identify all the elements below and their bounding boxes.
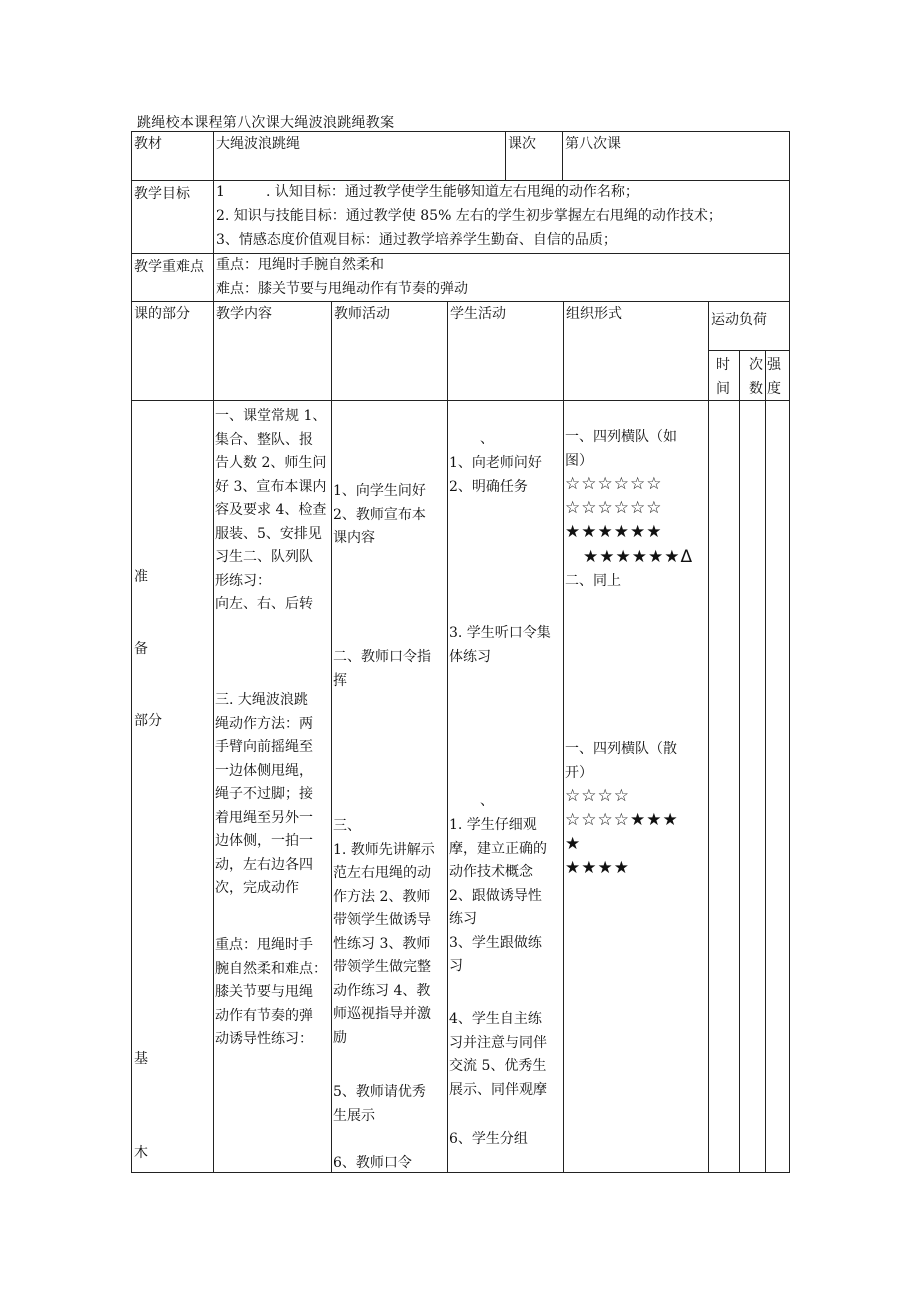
keypoint-difficulty: 难点：膝关节要与甩绳动作有节奏的弹动	[216, 281, 468, 297]
org-block: 二、同上	[565, 573, 621, 589]
col-line	[505, 131, 506, 181]
col-header-load: 运动负荷	[711, 312, 767, 328]
col-line	[739, 350, 740, 1173]
col-header-org: 组织形式	[566, 306, 622, 322]
col-header-student: 学生活动	[450, 306, 506, 322]
col-line	[765, 350, 766, 1173]
row-line	[708, 350, 790, 351]
col-line	[447, 301, 448, 1173]
row-line	[131, 1172, 790, 1173]
goal-2: 2. 知识与技能目标：通过教学使 85% 左右的学生初步掌握左右甩绳的动作技术；	[216, 208, 722, 224]
goal-1: . 认知目标：通过教学使学生能够知道左右甩绳的动作名称；	[266, 184, 639, 200]
col-header-part: 课的部分	[134, 306, 190, 322]
teacher-block: 三、 1. 教师先讲解示 范左右甩绳的动 作方法 2、教师 带领学生做诱导 性练习 3、教师 带领学生做完整 动作练习 4、教 师巡视指导并激 励	[333, 818, 435, 1046]
part-label: 备	[134, 641, 148, 657]
teacher-block: 6、教师口令	[333, 1155, 412, 1171]
session-value: 第八次课	[565, 136, 621, 152]
page-title: 跳绳校本课程第八次课大绳波浪跳绳教案	[137, 115, 395, 131]
content-block: 重点：甩绳时手 腕自然柔和难点： 膝关节要与甩绳 动作有节奏的弹 动诱导性练习：	[215, 937, 327, 1047]
student-block: 1、向老师问好 2、明确任务	[449, 455, 542, 495]
part-label: 基	[134, 1051, 148, 1067]
col-line	[213, 131, 214, 1173]
col-header-content: 教学内容	[216, 306, 272, 322]
student-block: 3. 学生听口令集 体练习	[449, 625, 551, 665]
part-label: 准	[134, 569, 148, 585]
student-block: 4、学生自主练 习并注意与同伴 交流 5、优秀生 展示、同伴观摩	[449, 1011, 547, 1098]
keypoint-key: 重点：甩绳时手腕自然柔和	[216, 257, 384, 273]
teacher-block: 1、向学生问好 2、教师宣布本 课内容	[333, 483, 426, 546]
student-mark: 、	[480, 431, 494, 447]
keypoints-label: 教学重难点	[134, 259, 204, 275]
goal-1-num: 1	[216, 184, 225, 200]
material-value: 大绳波浪跳绳	[216, 136, 300, 152]
student-mark: 、	[480, 793, 494, 809]
formation-diagram: ★★★★★★Δ	[583, 547, 694, 567]
col-header-teacher: 教师活动	[334, 306, 390, 322]
row-line	[131, 400, 790, 401]
col-header-time: 时 间	[716, 357, 730, 397]
col-header-intensity: 强 度	[767, 357, 781, 397]
col-line	[131, 131, 132, 1173]
teacher-block: 二、教师口令指 挥	[333, 649, 431, 689]
content-block: 一、课堂常规 1、 集合、整队、报 告人数 2、师生问 好 3、宣布本课内 容及要求 4、检查 服装、5、安排见 习生二、队列队 形练习： 向左、右、后转	[215, 408, 327, 612]
col-line	[331, 301, 332, 1173]
goal-3: 3、情感态度价值观目标：通过教学培养学生勤奋、自信的品质；	[216, 232, 617, 248]
col-line	[789, 131, 790, 1173]
content-block: 三. 大绳波浪跳 绳动作方法：两 手臂向前摇绳至 一边体侧甩绳， 绳子不过脚；接 着甩绳至另外一 边体侧，一拍一 动，左右边各四 次，完成动作	[215, 692, 313, 896]
col-line	[563, 301, 564, 1173]
row-line	[131, 131, 790, 132]
org-block: 一、四列横队（散 开）	[565, 741, 677, 781]
formation-diagram: ☆☆☆☆ ☆☆☆☆★★★ ★ ★★★★	[565, 786, 679, 878]
student-block: 6、学生分组	[449, 1131, 528, 1147]
col-header-count: 次 数	[749, 357, 763, 397]
col-line	[708, 301, 709, 1173]
formation-diagram: ☆☆☆☆☆☆ ☆☆☆☆☆☆ ★★★★★★	[565, 474, 663, 542]
student-block: 1. 学生仔细观 摩，建立正确的 动作技术概念 2、跟做诱导性 练习 3、学生跟做练 习	[449, 817, 547, 974]
label-session: 课次	[508, 136, 536, 152]
part-label: 木	[134, 1145, 148, 1161]
org-block: 一、四列横队（如 图）	[565, 429, 677, 469]
goals-label: 教学目标	[134, 186, 190, 202]
part-label: 部分	[134, 713, 162, 729]
teacher-block: 5、教师请优秀 生展示	[333, 1084, 426, 1124]
label-material: 教材	[134, 136, 162, 152]
col-line	[562, 131, 563, 181]
